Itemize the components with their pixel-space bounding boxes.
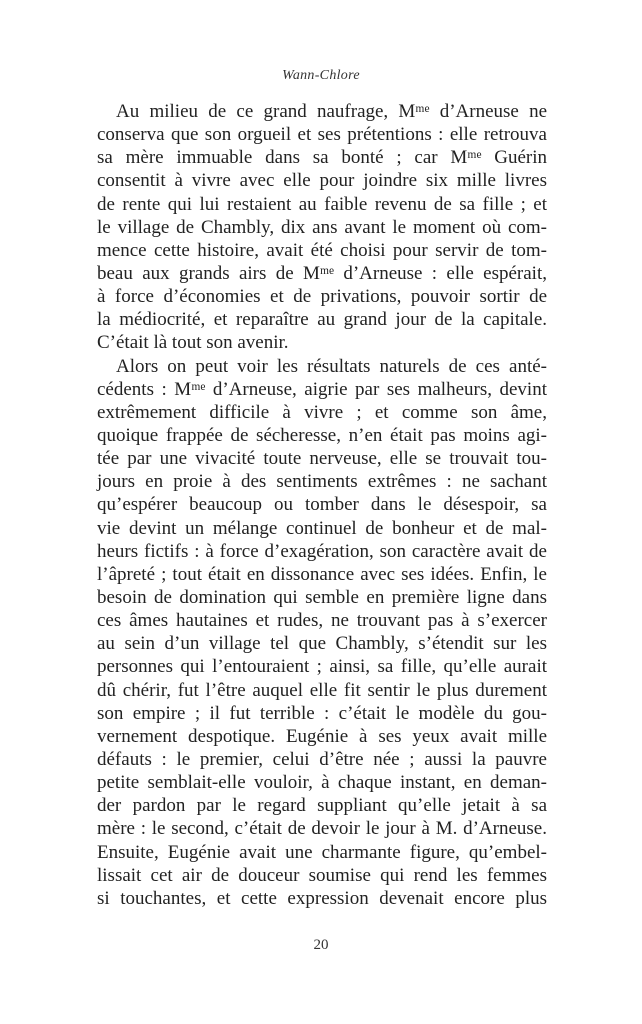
text-line: Ensuite, Eugénie avait une charmante figure, qu’embel-: [97, 841, 547, 863]
text-line: Au milieu de ce grand naufrage, Mᵐᵉ d’Arneuse ne: [116, 101, 547, 122]
text-line: à force d’économies et de privations, pouvoir sortir de: [97, 286, 547, 308]
text-line: petite semblait-elle vouloir, à chaque instant, en deman-: [97, 772, 547, 794]
text-line: mère : le second, c’était de devoir le jour à M. d’Arneuse.: [97, 818, 547, 840]
text-line: au sein d’un village tel que Chambly, s’étendit sur les: [97, 633, 547, 655]
text-line: personnes qui l’entouraient ; ainsi, sa fille, qu’elle aurait: [97, 656, 547, 678]
text-line: jours en proie à des sentiments extrêmes : ne sachant: [97, 471, 547, 493]
text-line: conserva que son orgueil et ses prétentions : elle retrouva: [97, 124, 547, 146]
text-line: ces âmes hautaines et rudes, ne trouvant pas à s’exercer: [97, 610, 547, 632]
text-line: quoique frappée de sécheresse, n’en était pas moins agi-: [97, 424, 547, 446]
text-line: C’était là tout son avenir.: [97, 332, 289, 354]
text-line: besoin de domination qui semble en première ligne dans: [97, 586, 547, 608]
text-line: le village de Chambly, dix ans avant le moment où com-: [97, 216, 547, 238]
text-line: son empire ; il fut terrible : c’était le modèle du gou-: [97, 702, 547, 724]
text-line: l’âpreté ; tout était en dissonance avec ses idées. Enfin, le: [97, 563, 547, 585]
text-line: vie devint un mélange continuel de bonheur et de mal-: [97, 517, 547, 539]
text-line: qu’espérer beaucoup ou tomber dans le désespoir, sa: [97, 494, 547, 516]
text-line: heurs fictifs : à force d’exagération, son caractère avait de: [97, 540, 547, 562]
text-line: lissait cet air de douceur soumise qui rend les femmes: [97, 864, 547, 886]
text-line: mence cette histoire, avait été choisi pour servir de tom-: [97, 239, 547, 261]
text-line: der pardon par le regard suppliant qu’elle jetait à sa: [97, 795, 547, 817]
body-text: [97, 100, 547, 910]
text-line: de rente qui lui restaient au faible revenu de sa fille ; et: [97, 193, 547, 215]
text-line: cédents : Mᵐᵉ d’Arneuse, aigrie par ses malheurs, devint: [97, 378, 547, 400]
text-line: si touchantes, et cette expression devenait encore plus: [97, 887, 547, 909]
text-line: dû chérir, fut l’être auquel elle fit sentir le plus durement: [97, 679, 547, 701]
text-line: sa mère immuable dans sa bonté ; car Mᵐᵉ Guérin: [97, 147, 547, 169]
page-number: 20: [313, 937, 329, 953]
text-line: consentit à vivre avec elle pour joindre six mille livres: [97, 170, 547, 192]
text-line: extrêmement difficile à vivre ; et comme son âme,: [97, 401, 547, 423]
text-line: tée par une vivacité toute nerveuse, elle se trouvait tou-: [97, 448, 547, 470]
running-head: Wann-Chlore: [282, 68, 360, 83]
text-line: défauts : le premier, celui d’être née ; aussi la pauvre: [97, 748, 547, 770]
text-line: Alors on peut voir les résultats naturels de ces anté-: [116, 355, 547, 377]
text-line: vernement despotique. Eugénie à ses yeux avait mille: [97, 725, 547, 747]
text-line: la médiocrité, et reparaître au grand jour de la capitale.: [97, 309, 547, 331]
text-line: beau aux grands airs de Mᵐᵉ d’Arneuse : elle espérait,: [97, 262, 547, 284]
